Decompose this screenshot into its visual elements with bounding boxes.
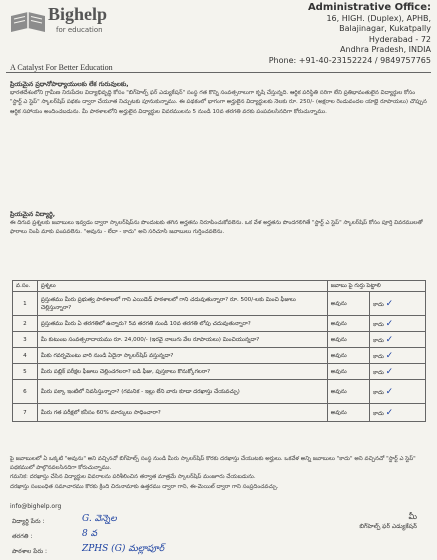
row-question: ప్రస్తుతము మీరు ఏ తరగతిలో ఉన్నారు? 5వ తరగతి నుండి 10వ తరగతి లోపు చదువుతున్నారా? <box>37 316 327 332</box>
no-label: కాదు <box>373 389 384 396</box>
closing-paragraph: పై జవాబులలో ఏ ఒక్కటి "అవును" అని వచ్చినచో బిగ్‌హెల్ప్ సంస్థ నుండి మీరు స్కాలర్‌షిప్ కొరకు దరఖాస్తు చేయుటకు అర్హులు. ఒకవేళ అన్ని జవాబులు "కాదు" అని వచ్చినచో "స్టార్ట్ ఎ స్టెప్" పథకములో పాల్గొనవలసినదిగా కోరుచున్నాము. <box>10 456 416 472</box>
checkmark-icon: ✓ <box>385 407 394 418</box>
row-number: 7 <box>13 404 38 422</box>
answer-yes-option[interactable]: అవును <box>327 332 369 348</box>
signature-block <box>359 512 417 531</box>
office-line: 16, HIGH. (Duplex), APHB, <box>326 13 431 23</box>
class-field <box>12 529 97 541</box>
answer-yes-option[interactable]: అవును <box>327 316 369 332</box>
answer-yes-option[interactable]: అవును <box>327 364 369 380</box>
answer-no-option[interactable] <box>370 404 426 422</box>
office-phone: Phone: +91-40-23152224 / 9849757765 <box>268 55 431 65</box>
letter-intro <box>10 80 427 117</box>
answer-no-option[interactable] <box>370 380 426 404</box>
checkmark-icon: ✓ <box>385 366 394 377</box>
class-label: తరగతి : <box>12 533 33 540</box>
table-header-row <box>13 281 426 292</box>
no-label: కాదు <box>373 321 384 328</box>
table-row <box>13 404 426 422</box>
row-question: ప్రస్తుతము మీరు ప్రభుత్వ పాఠశాలలో గాని ఎయిడెడ్ పాఠశాలలో గాని చదువుతున్నారా? రూ. 500/-లకు మించి ఫీజులు చెల్లిస్తున్నారా? <box>37 292 327 316</box>
bighelp-logo <box>8 4 188 62</box>
table-row <box>13 364 426 380</box>
school-label: పాఠశాల పేరు : <box>12 548 48 555</box>
checkmark-icon: ✓ <box>385 334 394 345</box>
brand-subtitle: for education <box>56 26 103 34</box>
checkmark-icon: ✓ <box>385 386 394 397</box>
greeting: ప్రియమైన ప్రధానోపాధ్యాయులకు లేక గురువులకు, <box>10 81 129 88</box>
answer-no-option[interactable] <box>370 292 426 316</box>
row-question: మీ కుటుంబ సంవత్సరాదాయము రూ. 24,000/- (ఇరవై నాలుగు వేల రూపాయలు) మించియున్నదా? <box>37 332 327 348</box>
table-row <box>13 380 426 404</box>
contact-paragraph: దరఖాస్తు సంబంధిత సమాచారము కొరకు క్రింది చిరునామాకు ఉత్తరము ద్వారా గాని, ఈ-మెయిల్ ద్వారా గాని సంప్రదించవచ్చు. <box>10 483 279 490</box>
closing-note <box>10 455 427 492</box>
row-question: మీరు పక్కా ఇంటిలో నివసిస్తున్నారా? (గమనిక - ఇల్లు లేని వారు కూడా దరఖాస్తు చేయవచ్చు) <box>37 380 327 404</box>
row-number: 4 <box>13 348 38 364</box>
table-row <box>13 348 426 364</box>
school-value: ZPHS (G) మల్లాపూర్ <box>82 544 165 554</box>
answer-yes-option[interactable]: అవును <box>327 348 369 364</box>
no-label: కాదు <box>373 353 384 360</box>
instruction-paragraph: ఈ దిగువ ప్రశ్నలకు జవాబులు ఇవ్వడం ద్వారా స్కాలర్‌షిప్‌ను పొందుటకు తగిన అర్హతను నిరూపించుకోవలెను. ఒక వేళ అర్హతను పొందగలిగితే "స్టార్ట్ ఎ స్టెప్" స్కాలర్‌షిప్ కోసం పూర్తి వివరములతో ఫారాలు నింపి మాకు పంపవలెను. "అవును - లేదా - కాదు" అని సరిచూసి జవాబులు గుర్తించవలెను. <box>10 220 423 236</box>
no-label: కాదు <box>373 301 384 308</box>
answer-yes-option[interactable]: అవును <box>327 404 369 422</box>
student-name-value: G. వెన్నెల <box>82 514 117 524</box>
header-question: ప్రశ్నలు <box>37 281 327 292</box>
answer-no-option[interactable] <box>370 332 426 348</box>
table-row <box>13 332 426 348</box>
answer-no-option[interactable] <box>370 348 426 364</box>
row-number: 1 <box>13 292 38 316</box>
signature-mark: మీ <box>408 512 417 521</box>
checkmark-icon: ✓ <box>385 298 394 309</box>
book-logo-icon <box>8 8 48 36</box>
note-gamanika: గమనిక: దరఖాస్తు చేసిన విద్యార్థుల వివరాలను పరిశీలించిన తర్వాత మాత్రమే స్కాలర్‌షిప్ మంజూరు చేయబడును. <box>10 474 256 481</box>
class-value: 8 వ <box>82 529 97 539</box>
answer-no-option[interactable] <box>370 316 426 332</box>
header-serial: వ.సం. <box>13 281 38 292</box>
office-line: Balajinagar, Kukatpally <box>339 24 431 34</box>
row-question: మీరు పబ్లిక్ పరీక్షల ఫీజులు చెల్లించగలరా? బడి ఫీజు, పుస్తకాలు కొనుక్కోగలరా? <box>37 364 327 380</box>
eligibility-table <box>12 280 426 422</box>
answer-yes-option[interactable]: అవును <box>327 292 369 316</box>
answer-yes-option[interactable]: అవును <box>327 380 369 404</box>
brand-name: Bighelp <box>48 4 108 24</box>
no-label: కాదు <box>373 369 384 376</box>
office-line: Andhra Pradesh, INDIA <box>340 45 431 55</box>
header-divider <box>6 72 431 73</box>
checkmark-icon: ✓ <box>385 318 394 329</box>
row-number: 2 <box>13 316 38 332</box>
school-field <box>12 544 165 556</box>
student-name-field <box>12 514 117 526</box>
instruction-block <box>10 210 427 238</box>
office-address <box>241 3 431 67</box>
signer-name: బిగ్‌హెల్ప్ ఫర్ ఎడ్యుకేషన్ <box>359 523 417 530</box>
intro-paragraph: భారతదేశంలోని గ్రామీణ నిరుపేదల విద్యాభివృద్ధి కోసం "బిగ్‌హెల్ప్ ఫర్ ఎడ్యుకేషన్" సంస్థ గత కొన్ని సంవత్సరాలుగా కృషి చేస్తున్నది. ఆర్థిక పరిస్థితి సరిగా లేని ప్రతిభావంతులైన విద్యార్థుల కోసం "స్టార్ట్ ఎ స్టెప్" స్కాలర్‌షిప్ పథకం ద్వారా చేయూత నిచ్చుటకు పూనుకున్నాము. ఈ పథకంలో భాగంగా అర్హులైన విద్యార్థులకు నెలకు రూ. 250/- (అక్షరాల రెండువందల యాభై రూపాయలు) చొప్పున ఆర్థిక సహాయం అందించబడును. మీ పాఠశాలలోని అర్హులైన విద్యార్థుల వివరములను 5 నుండి 10వ తరగతి వరకు పంపవలసినదిగా కోరుచున్నాము. <box>10 90 427 115</box>
row-number: 3 <box>13 332 38 348</box>
subject-heading: ప్రియమైన విద్యార్థి, <box>10 211 56 218</box>
row-number: 6 <box>13 380 38 404</box>
email-address: info@bighelp.org <box>10 503 62 510</box>
no-label: కాదు <box>373 337 384 344</box>
header-answer: జవాబు పై గుర్తు పెట్టాలి <box>327 281 425 292</box>
answer-no-option[interactable] <box>370 364 426 380</box>
checkmark-icon: ✓ <box>385 350 394 361</box>
table-row <box>13 316 426 332</box>
row-question: మీకు గవర్నమెంటు వారి నుండి ఏదైనా స్కాలర్‌షిప్ వస్తున్నదా? <box>37 348 327 364</box>
tagline: A Catalyst For Better Education <box>10 63 113 72</box>
office-title: Administrative Office: <box>307 2 431 13</box>
no-label: కాదు <box>373 410 384 417</box>
row-number: 5 <box>13 364 38 380</box>
table-row <box>13 292 426 316</box>
office-line: Hyderabad - 72 <box>368 34 431 44</box>
row-question: మీరు గత పరీక్షలో కనీసం 60% మార్కులు సాధించారా? <box>37 404 327 422</box>
student-name-label: విద్యార్థి పేరు : <box>12 518 45 525</box>
